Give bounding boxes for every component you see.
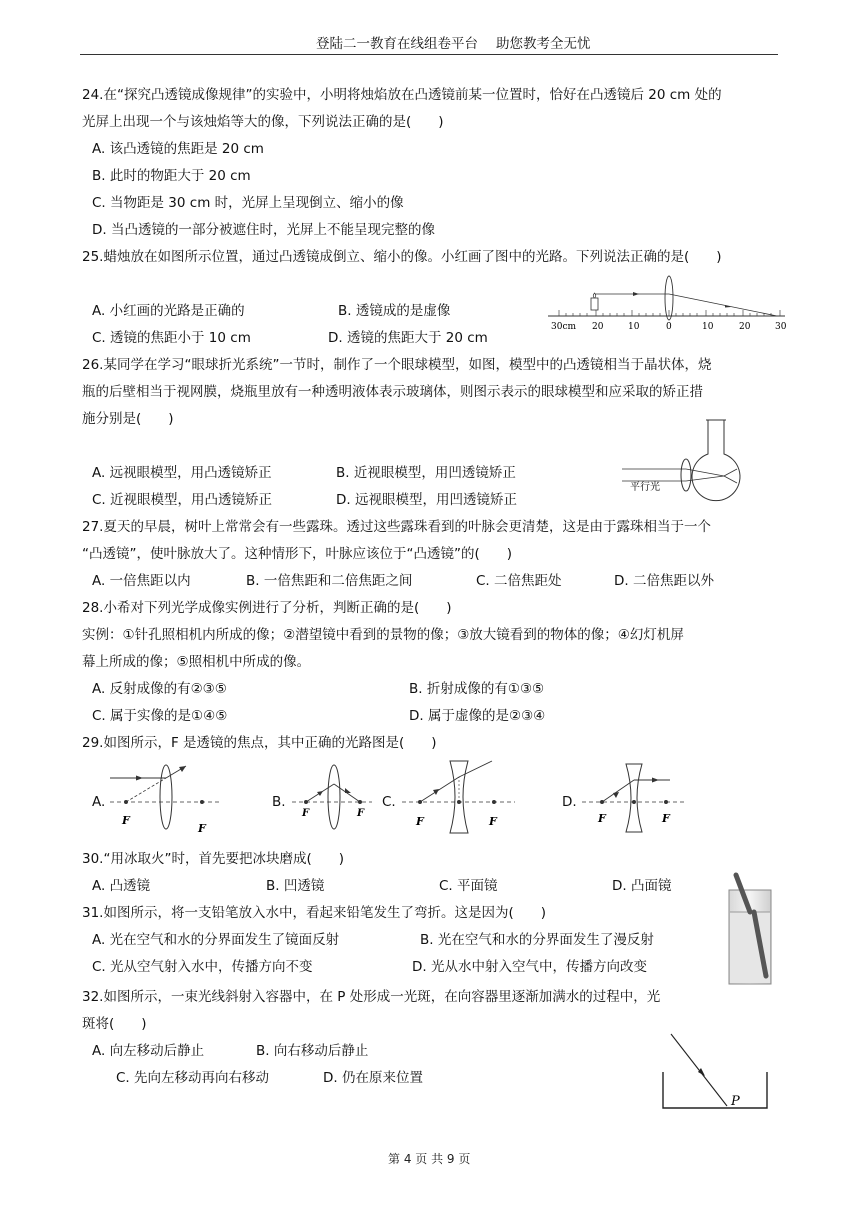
q28-option-d: D. 属于虚像的是②③④ bbox=[409, 708, 546, 724]
q29-figure-a bbox=[108, 760, 223, 835]
q24-option-a: A. 该凸透镜的焦距是 20 cm bbox=[92, 141, 264, 157]
q25-option-a: A. 小红画的光路是正确的 bbox=[92, 303, 245, 319]
q26-stem-line3: 施分别是( ) bbox=[82, 411, 174, 427]
q30-option-c: C. 平面镜 bbox=[439, 878, 498, 894]
q32-stem-line2: 斑将( ) bbox=[82, 1016, 147, 1032]
platform-name: 登陆二一教育在线组卷平台 bbox=[316, 36, 478, 52]
focus-label: F bbox=[357, 808, 365, 819]
focus-label: F bbox=[302, 808, 310, 819]
q27-stem-line1: 27.夏天的早晨，树叶上常常会有一些露珠。透过这些露珠看到的叶脉会更清楚，这是由于露珠相当于一个 bbox=[82, 519, 711, 535]
page-header bbox=[316, 32, 591, 52]
q32-container-figure bbox=[655, 1030, 775, 1115]
flask bbox=[692, 420, 740, 501]
ruler-label-20-left: 20 bbox=[592, 322, 604, 332]
q32-option-c: C. 先向左移动再向右移动 bbox=[116, 1070, 270, 1086]
q28-examples-line1: 实例：①针孔照相机内所成的像；②潜望镜中看到的景物的像；③放大镜看到的物体的像；④幻灯机屏 bbox=[82, 627, 684, 643]
focus-label: F bbox=[598, 812, 606, 825]
q32-option-d: D. 仍在原来位置 bbox=[323, 1070, 423, 1086]
focus-label: F bbox=[489, 815, 497, 828]
platform-slogan: 助您教考全无忧 bbox=[496, 36, 591, 52]
ruler-label-10-right: 10 bbox=[702, 322, 714, 332]
q30-option-d: D. 凸面镜 bbox=[612, 878, 672, 894]
ruler-label-0: 0 bbox=[666, 322, 672, 332]
q32-option-b: B. 向右移动后静止 bbox=[256, 1043, 369, 1059]
q26-option-a: A. 远视眼模型，用凸透镜矫正 bbox=[92, 465, 272, 481]
q29-figure-d bbox=[580, 760, 690, 838]
candle bbox=[591, 298, 598, 310]
ruler-label-30cm: 30cm bbox=[551, 322, 577, 332]
header-rule bbox=[80, 54, 778, 55]
q26-stem-line2: 瓶的后壁相当于视网膜，烧瓶里放有一种透明液体表示玻璃体，则图示表示的眼球模型和应采取的矫正措 bbox=[82, 384, 703, 400]
q29-option-a-label: A. bbox=[92, 794, 106, 810]
ruler-label-20-right: 20 bbox=[739, 322, 751, 332]
q25-option-b: B. 透镜成的是虚像 bbox=[338, 303, 451, 319]
q31-option-a: A. 光在空气和水的分界面发生了镜面反射 bbox=[92, 932, 340, 948]
q30-option-b: B. 凹透镜 bbox=[266, 878, 325, 894]
q29-figure-c bbox=[400, 757, 520, 839]
q29-option-d-label: D. bbox=[562, 794, 577, 810]
q26-option-b: B. 近视眼模型，用凹透镜矫正 bbox=[336, 465, 516, 481]
q29-option-b-label: B. bbox=[272, 794, 286, 810]
q31-stem: 31.如图所示，将一支铅笔放入水中，看起来铅笔发生了弯折。这是因为( ) bbox=[82, 905, 547, 921]
focus-label: F bbox=[198, 822, 206, 835]
parallel-light-label: 平行光 bbox=[630, 482, 660, 493]
ruler-label-30-right: 30 bbox=[775, 322, 787, 332]
q28-option-a: A. 反射成像的有②③⑤ bbox=[92, 681, 227, 697]
q28-option-c: C. 属于实像的是①④⑤ bbox=[92, 708, 228, 724]
q26-stem-line1: 26.某同学在学习“眼球折光系统”一节时，制作了一个眼球模型，如图，模型中的凸透镜相当于晶状体，烧 bbox=[82, 357, 712, 373]
q31-option-c: C. 光从空气射入水中，传播方向不变 bbox=[92, 959, 313, 975]
q32-option-a: A. 向左移动后静止 bbox=[92, 1043, 205, 1059]
q26-option-c: C. 近视眼模型，用凸透镜矫正 bbox=[92, 492, 273, 508]
q26-eye-model-figure bbox=[620, 418, 750, 498]
convex-lens bbox=[681, 459, 691, 491]
q24-option-d: D. 当凸透镜的一部分被遮住时，光屏上不能呈现完整的像 bbox=[92, 222, 435, 238]
q29-figure-b bbox=[290, 760, 375, 835]
q25-option-c: C. 透镜的焦距小于 10 cm bbox=[92, 330, 251, 346]
q27-option-b: B. 一倍焦距和二倍焦距之间 bbox=[246, 573, 413, 589]
q27-option-a: A. 一倍焦距以内 bbox=[92, 573, 191, 589]
focus-label: F bbox=[416, 815, 424, 828]
q31-option-d: D. 光从水中射入空气中，传播方向改变 bbox=[412, 959, 647, 975]
focus-label: F bbox=[662, 812, 670, 825]
q24-option-b: B. 此时的物距大于 20 cm bbox=[92, 168, 251, 184]
q31-pencil-glass-figure bbox=[722, 872, 778, 986]
q30-stem: 30.“用冰取火”时，首先要把冰块磨成( ) bbox=[82, 851, 344, 867]
point-p-label: P bbox=[731, 1094, 740, 1109]
q24-stem-line2: 光屏上出现一个与该烛焰等大的像，下列说法正确的是( ) bbox=[82, 114, 444, 130]
q30-option-a: A. 凸透镜 bbox=[92, 878, 151, 894]
q25-lens-ruler-figure bbox=[545, 282, 790, 334]
q32-stem-line1: 32.如图所示，一束光线斜射入容器中，在 P 处形成一光斑，在向容器里逐渐加满水的过程中，光 bbox=[82, 989, 661, 1005]
light-ray bbox=[671, 1034, 727, 1106]
q25-option-d: D. 透镜的焦距大于 20 cm bbox=[328, 330, 488, 346]
q28-option-b: B. 折射成像的有①③⑤ bbox=[409, 681, 545, 697]
q24-stem-line1: 24.在“探究凸透镜成像规律”的实验中，小明将烛焰放在凸透镜前某一位置时，恰好在凸透镜后 20 cm 处的 bbox=[82, 87, 722, 103]
q29-option-c-label: C. bbox=[382, 794, 396, 810]
q31-option-b: B. 光在空气和水的分界面发生了漫反射 bbox=[420, 932, 654, 948]
q28-examples-line2: 幕上所成的像；⑤照相机中所成的像。 bbox=[82, 654, 311, 670]
q25-stem: 25.蜡烛放在如图所示位置，通过凸透镜成倒立、缩小的像。小红画了图中的光路。下列说法正确的是( ) bbox=[82, 249, 722, 265]
q27-stem-line2: “凸透镜”，使叶脉放大了。这种情形下，叶脉应该位于“凸透镜”的( ) bbox=[82, 546, 513, 562]
q26-option-d: D. 远视眼模型，用凹透镜矫正 bbox=[336, 492, 517, 508]
q27-option-c: C. 二倍焦距处 bbox=[476, 573, 562, 589]
q24-option-c: C. 当物距是 30 cm 时，光屏上呈现倒立、缩小的像 bbox=[92, 195, 404, 211]
page-footer: 第 4 页 共 9 页 bbox=[388, 1152, 471, 1166]
q29-stem: 29.如图所示，F 是透镜的焦点，其中正确的光路图是( ) bbox=[82, 735, 437, 751]
focus-label: F bbox=[122, 814, 130, 827]
q28-stem: 28.小希对下列光学成像实例进行了分析，判断正确的是( ) bbox=[82, 600, 452, 616]
q27-option-d: D. 二倍焦距以外 bbox=[614, 573, 714, 589]
ruler-label-10-left: 10 bbox=[628, 322, 640, 332]
